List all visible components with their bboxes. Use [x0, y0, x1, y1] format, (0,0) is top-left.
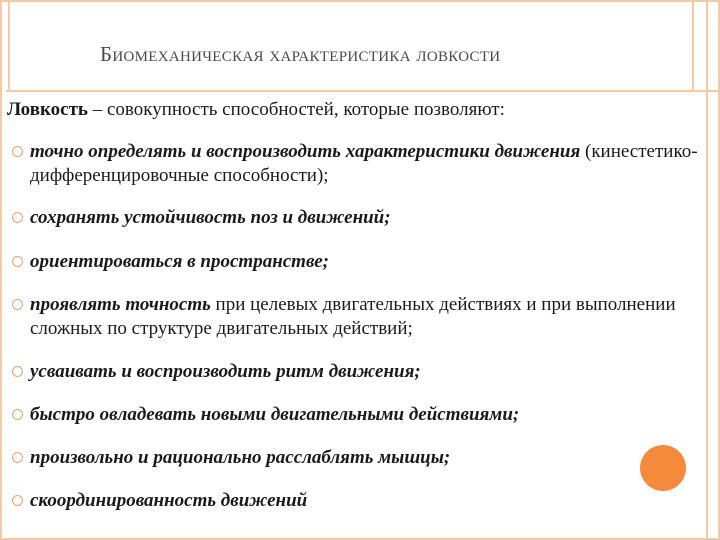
intro-rest: – совокупность способностей, которые позволяют: — [87, 99, 505, 120]
list-item: точно определять и воспроизводить характеристики движения (кинестетико-дифференцировочные способности); — [12, 140, 707, 188]
circle-bullet-icon — [12, 495, 23, 506]
circle-bullet-icon — [12, 146, 23, 157]
list-item: усваивать и воспроизводить ритм движения; — [12, 360, 707, 384]
title-divider — [6, 90, 720, 92]
circle-bullet-icon — [12, 299, 23, 310]
list-item: проявлять точность при целевых двигательных действиях и при выполнении сложных по структуре двигательных действий; — [12, 293, 707, 341]
list-item: быстро овладевать новыми двигательными действиями; — [12, 403, 707, 427]
ability-list — [12, 140, 707, 513]
circle-bullet-icon — [12, 212, 23, 223]
frame-left-accent — [8, 0, 10, 92]
decorative-orange-circle — [640, 445, 686, 491]
frame-right-accent-1 — [692, 0, 694, 92]
list-item: скоординированность движений — [12, 489, 707, 513]
list-item: сохранять устойчивость поз и движений; — [12, 206, 707, 230]
list-item: ориентироваться в пространстве; — [12, 250, 707, 274]
circle-bullet-icon — [12, 409, 23, 420]
intro-text — [7, 98, 707, 122]
circle-bullet-icon — [12, 452, 23, 463]
intro-term: Ловкость — [7, 99, 88, 120]
list-item: произвольно и рационально расслаблять мышцы; — [12, 446, 707, 470]
circle-bullet-icon — [12, 256, 23, 267]
slide-title: Биомеханическая характеристика ловкости — [100, 42, 501, 66]
circle-bullet-icon — [12, 366, 23, 377]
